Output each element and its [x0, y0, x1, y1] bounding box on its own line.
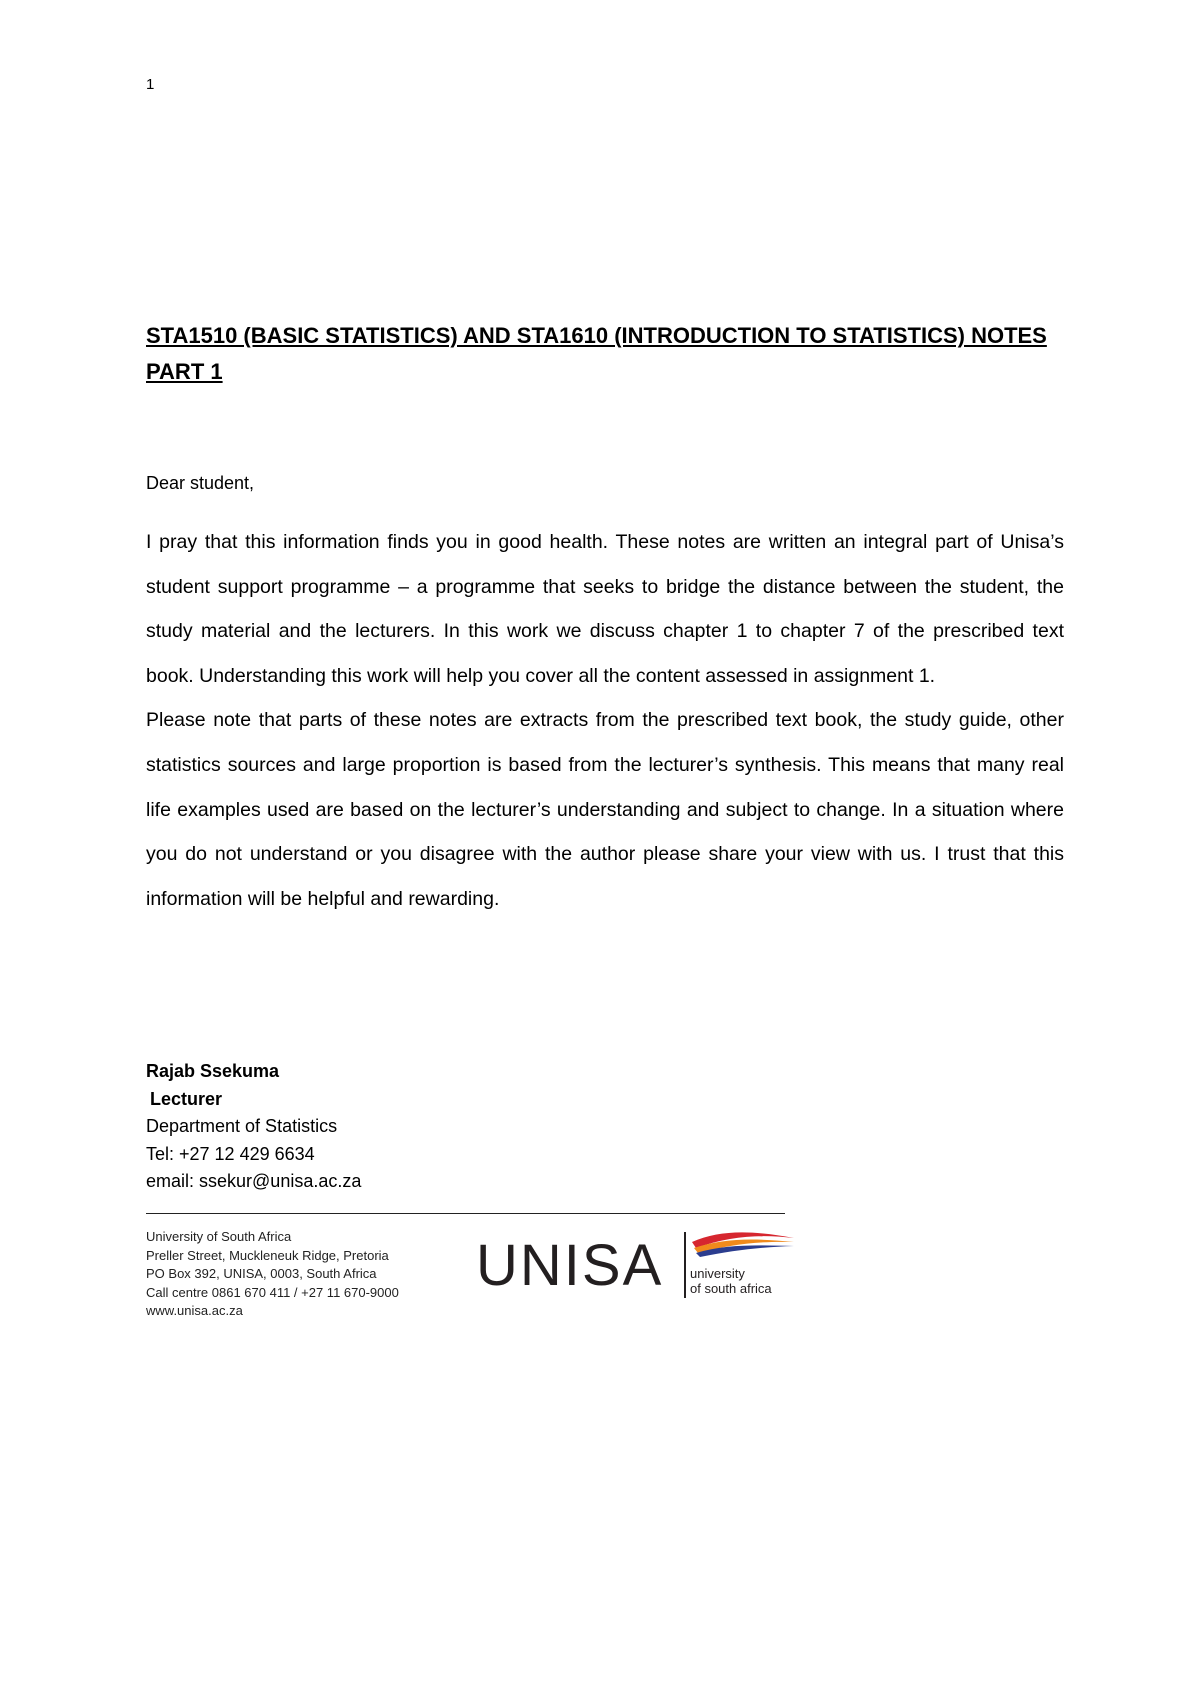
document-title: STA1510 (BASIC STATISTICS) AND STA1610 (INTRODUCTION TO STATISTICS) NOTES PART 1: [146, 323, 1047, 384]
address-line: Call centre 0861 670 411 / +27 11 670-9000: [146, 1284, 399, 1300]
signature-role: Lecturer: [150, 1088, 223, 1109]
address-line: University of South Africa: [146, 1229, 292, 1244]
logo-subtitle: [690, 1266, 772, 1296]
paragraph-note: Please note that parts of these notes are extracts from the prescribed text book, the study guide, other statistics sources and large proportion is based from the lecturer’s synthesis. This means that many real life examples used are based on the lecturer’s understanding and subject to change. In a situation where you do not understand or you disagree with the author please share your view with us. I trust that this information will be helpful and rewarding.: [146, 709, 1064, 910]
signature-tel: Tel: +27 12 429 6634: [146, 1143, 315, 1164]
address-website-link[interactable]: www.unisa.ac.za: [146, 1303, 243, 1318]
unisa-logo: [476, 1228, 796, 1308]
logo-subtitle-line-2: of south africa: [690, 1281, 772, 1296]
footer-divider: [146, 1213, 785, 1214]
signature-department: Department of Statistics: [146, 1116, 338, 1136]
signature-email[interactable]: email: ssekur@unisa.ac.za: [146, 1171, 362, 1191]
logo-wordmark: UNISA: [476, 1233, 664, 1298]
logo-subtitle-line-1: university: [690, 1266, 745, 1281]
address-line: PO Box 392, UNISA, 0003, South Africa: [146, 1266, 377, 1281]
address-line: Preller Street, Muckleneuk Ridge, Pretoria: [146, 1247, 389, 1263]
signature-name: Rajab Ssekuma: [146, 1061, 280, 1081]
footer-address: [146, 1228, 399, 1321]
logo-divider: [684, 1232, 686, 1298]
logo-flag-icon: [690, 1228, 796, 1258]
body-text: [146, 520, 1064, 921]
signature-block: [146, 1058, 361, 1196]
paragraph-intro: I pray that this information finds you in good health. These notes are written an integral part of Unisa’s student support programme – a programme that seeks to bridge the distance between the student, the study material and the lecturers. In this work we discuss chapter 1 to chapter 7 of the prescribed text book. Understanding this work will help you cover all the content assessed in assignment 1.: [146, 531, 1064, 687]
page-number: 1: [146, 76, 155, 93]
greeting: Dear student,: [146, 473, 255, 493]
